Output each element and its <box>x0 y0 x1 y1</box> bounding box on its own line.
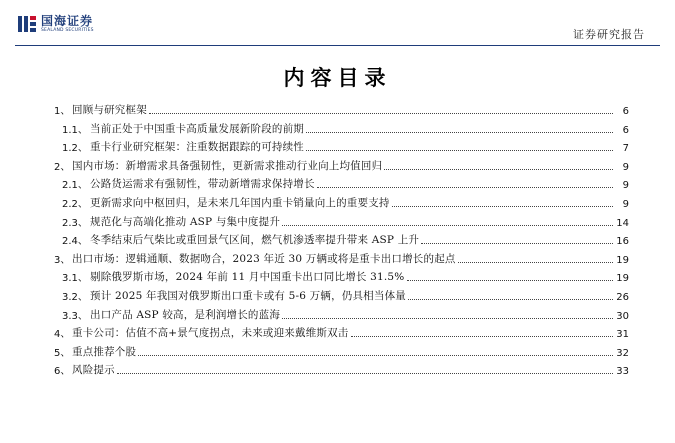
toc-dot-leader <box>384 169 613 170</box>
toc-entry-number: 2.1、 <box>62 180 88 192</box>
toc-entry-number: 2.4、 <box>62 236 88 248</box>
company-logo <box>17 14 94 34</box>
toc-entry-title: 重点推荐个股 <box>72 345 137 358</box>
toc-entry-number: 2.3、 <box>62 217 88 229</box>
toc-entry-number: 6、 <box>54 366 71 378</box>
toc-entry-title: 公路货运需求有强韧性，带动新增需求保持增长 <box>90 178 315 191</box>
toc-dot-leader <box>138 355 613 356</box>
toc-entry[interactable] <box>0 359 675 377</box>
toc-entry-number: 3.3、 <box>62 310 88 322</box>
toc-entry-page: 16 <box>616 236 629 248</box>
toc-entry-number: 3.2、 <box>62 292 88 303</box>
toc-entry[interactable] <box>0 322 675 340</box>
toc-dot-leader <box>306 150 613 151</box>
toc-entry-number: 1.2、 <box>62 143 88 155</box>
toc-entry-title: 国内市场：新增需求具备强韧性，更新需求推动行业向上均值回归 <box>72 159 383 172</box>
toc-entry-number: 2、 <box>54 161 71 173</box>
toc-entry-page: 33 <box>616 366 629 378</box>
toc-entry-page: 9 <box>622 199 629 210</box>
toc-entry-page: 6 <box>622 124 629 136</box>
toc-dot-leader <box>149 113 613 114</box>
toc-dot-leader <box>282 318 613 319</box>
toc-entry-title: 重卡公司：估值不高+景气度拐点，未来或迎来戴维斯双击 <box>72 327 349 340</box>
toc-entry[interactable] <box>0 192 675 210</box>
report-type-label: 证券研究报告 <box>573 28 645 41</box>
toc-entry[interactable] <box>0 99 675 117</box>
toc-entry-title: 出口产品 ASP 较高，是利润增长的蓝海 <box>90 308 281 321</box>
toc-dot-leader <box>351 336 614 337</box>
toc-entry-number: 1.1、 <box>62 124 88 136</box>
toc-entry[interactable] <box>0 229 675 247</box>
toc-entry-page: 6 <box>622 106 629 117</box>
toc-entry-page: 32 <box>616 347 629 359</box>
toc-entry-page: 14 <box>616 217 629 229</box>
toc-entry-number: 4、 <box>54 329 71 341</box>
brand-name-en: SEALAND SECURITIES <box>41 27 94 33</box>
toc-entry-number: 3.1、 <box>62 273 88 285</box>
toc-entry-page: 26 <box>616 292 629 303</box>
toc-entry-page: 19 <box>616 273 629 285</box>
brand-name-cn: 国海证券 <box>41 13 94 28</box>
toc-entry-title: 冬季结束后气柴比或重回景气区间，燃气机渗透率提升带来 ASP 上升 <box>90 234 420 247</box>
toc-entry[interactable] <box>0 211 675 229</box>
toc-entry-number: 5、 <box>54 347 71 359</box>
page-title: 内容目录 <box>283 65 392 90</box>
toc-entry[interactable] <box>0 173 675 191</box>
toc-entry-title: 更新需求向中枢回归，是未来几年国内重卡销量向上的重要支持 <box>90 197 390 209</box>
toc-entry[interactable] <box>0 136 675 154</box>
toc-entry-title: 回顾与研究框架 <box>72 104 147 116</box>
toc-dot-leader <box>392 206 613 207</box>
toc-dot-leader <box>408 299 613 300</box>
toc-entry-page: 30 <box>616 310 629 322</box>
toc-entry-page: 9 <box>622 161 629 173</box>
toc-entry-title: 当前正处于中国重卡高质量发展新阶段的前期 <box>90 122 304 135</box>
toc-dot-leader <box>407 280 614 281</box>
toc-entry[interactable] <box>0 248 675 266</box>
toc-entry[interactable] <box>0 155 675 173</box>
toc-entry-page: 31 <box>616 329 629 341</box>
toc-entry-title: 风险提示 <box>72 364 115 377</box>
toc-entry-title: 剔除俄罗斯市场，2024 年前 11 月中国重卡出口同比增长 31.5% <box>90 271 405 284</box>
toc-entry-title: 规范化与高端化推动 ASP 与集中度提升 <box>90 215 281 228</box>
toc-entry-page: 19 <box>616 254 629 266</box>
toc-entry-title: 重卡行业研究框架：注重数据跟踪的可持续性 <box>90 141 304 154</box>
toc-entry[interactable] <box>0 341 675 359</box>
header-divider <box>15 45 660 46</box>
toc-entry-title: 预计 2025 年我国对俄罗斯出口重卡或有 5-6 万辆，仍具相当体量 <box>90 290 406 302</box>
toc-dot-leader <box>317 187 613 188</box>
toc-entry[interactable] <box>0 285 675 303</box>
toc-entry-number: 2.2、 <box>62 199 88 210</box>
sealand-logo-icon <box>17 14 37 34</box>
toc-dot-leader <box>458 262 613 263</box>
toc-entry[interactable] <box>0 118 675 136</box>
toc-dot-leader <box>306 132 613 133</box>
toc-dot-leader <box>117 373 613 374</box>
toc-entry-title: 出口市场：逻辑通顺、数据吻合，2023 年近 30 万辆或将是重卡出口增长的起点 <box>72 252 456 265</box>
toc-entry-number: 1、 <box>54 106 71 117</box>
toc-dot-leader <box>282 225 613 226</box>
toc-entry[interactable] <box>0 304 675 322</box>
toc-entry-page: 9 <box>622 180 629 192</box>
toc-dot-leader <box>421 243 613 244</box>
toc-entry-page: 7 <box>622 143 629 155</box>
page-header <box>0 0 675 48</box>
toc-entry-number: 3、 <box>54 254 71 266</box>
toc-entry[interactable] <box>0 266 675 284</box>
